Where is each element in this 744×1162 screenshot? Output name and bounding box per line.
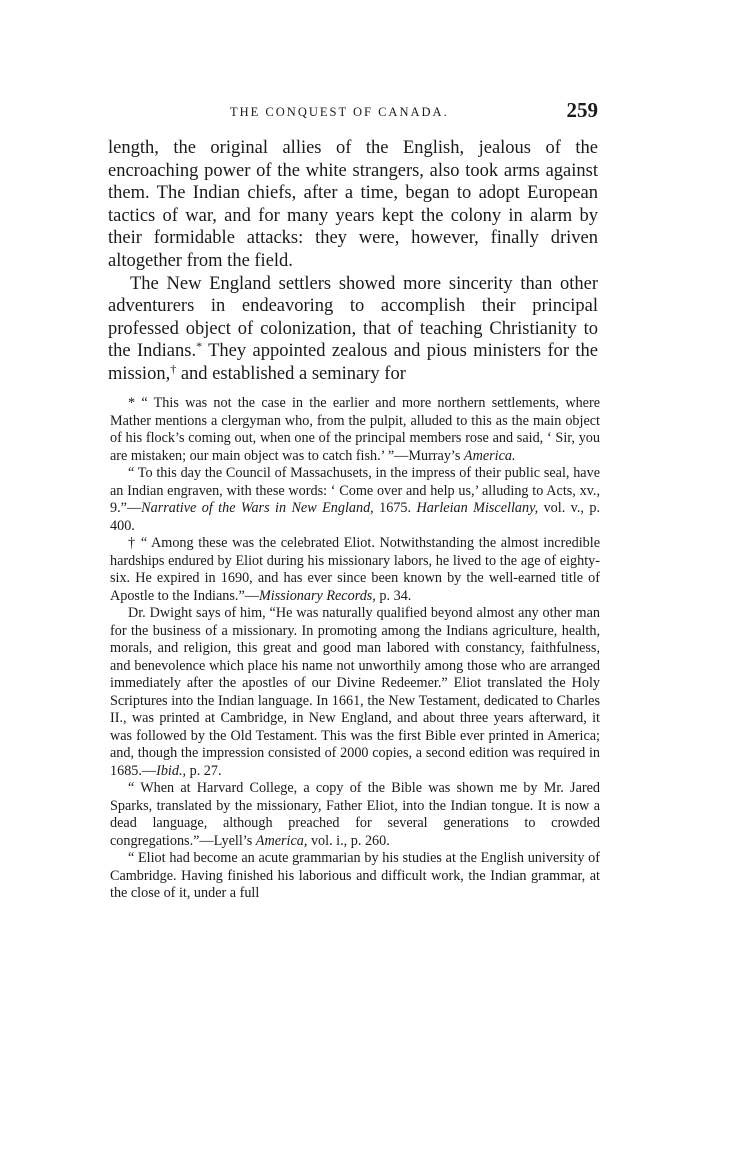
footnote-marker-dagger: †	[170, 361, 177, 376]
body-paragraph-2	[108, 273, 598, 386]
footnote-5	[110, 780, 600, 850]
footnote-2-text-c: vol. v., p. 400.	[110, 500, 600, 534]
footnote-1	[110, 395, 600, 465]
body-paragraph-2-text-b: They appointed zealous and pious ministers for the mission,	[108, 341, 599, 384]
body-paragraph-2-text-a: The New England settlers showed more sincerity than other adventurers in endeavoring to accomplish their principal professed object of colonization, that of teaching Christianity to the Indians.	[108, 273, 598, 362]
footnote-3-text-b: p. 34.	[375, 587, 412, 604]
footnote-6: “ Eliot had become an acute grammarian by his studies at the English university of Cambridge. Having finished his laborious and difficult work, the Indian grammar, at the close of it, under a full	[110, 850, 600, 901]
footnote-4-text-a: Dr. Dwight says of him, “He was naturally qualified beyond almost any other man for the business of a missionary. In promoting among the Indians agriculture, health, morals, and religion, this great and good man labored with constancy, faithfulness, and benevolence which place his name not unworthily among those who are arranged immediately after the apostles of our Divine Redeemer.” Eliot translated the Holy Scriptures into the Indian language. In 1661, the New Testament, dedicated to Charles II., was printed at Cambridge, in New England, and about three years afterward, it was followed by the Old Testament. This was the first Bible ever printed in America; and, though the impression consisted of 2000 copies, a second edition was required in 1685.—	[110, 605, 600, 779]
body-paragraph-1: length, the original allies of the English, jealous of the encroaching power of the white strangers, also took arms against them. The Indian chiefs, after a time, began to adopt European tactics of war, and for many years kept the colony in alarm by their formidable attacks: they were, however, finally driven altogether from the field.	[108, 138, 598, 271]
running-header	[108, 98, 598, 128]
footnote-2-text-b: 1675.	[373, 500, 417, 516]
main-text	[108, 137, 598, 386]
footnote-5-text-a: “ When at Harvard College, a copy of the Bible was shown me by Mr. Jared Sparks, translated by the missionary, Father Eliot, into the Indian tongue. It is now a dead language, although preached for several generations to crowded congregations.”—Lyell’s	[110, 780, 600, 849]
footnote-3-citation: Missionary Records,	[258, 587, 376, 604]
footnotes	[110, 395, 600, 903]
page-number: 259	[566, 98, 598, 122]
footnote-4-text-b: p. 27.	[186, 762, 222, 779]
footnote-2-citation-1: Narrative of the Wars in New England,	[141, 500, 374, 516]
footnote-marker-star: *	[196, 339, 203, 354]
footnote-5-citation: America,	[255, 832, 308, 849]
footnote-2-text-a: “ To this day the Council of Massachusets, in the impress of their public seal, have an Indian engraven, with these words: ‘ Come over and help us,’ alluding to Acts, xv., 9.”—	[110, 465, 600, 516]
body-paragraph-2-text-c: and established a seminary for	[176, 363, 406, 384]
footnote-4-citation: Ibid.,	[156, 762, 187, 779]
footnote-3-text-a: † “ Among these was the celebrated Eliot. Notwithstanding the almost incredible hardships endured by Eliot during his missionary labors, he lived to the age of eighty-six. He expired in 1690, and has ever since been known by the well-earned title of Apostle to the Indians.”—	[110, 535, 600, 604]
footnote-2-citation-2: Harleian Miscellany,	[416, 500, 539, 516]
footnote-1-text: * “ This was not the case in the earlier and more northern settlements, where Mather mentions a clergyman who, from the pulpit, alluded to this as the main object of his flock’s coming out, when one of the principal members rose and said, ‘ Sir, you are mistaken; our main object was to catch fish.’ ”—Murray’s	[110, 395, 600, 464]
footnote-5-text-b: vol. i., p. 260.	[307, 832, 390, 849]
footnote-2	[110, 465, 600, 535]
running-title: THE CONQUEST OF CANADA.	[230, 105, 449, 119]
footnote-4	[110, 605, 600, 780]
footnote-1-citation: America.	[463, 447, 516, 464]
footnote-3	[110, 535, 600, 605]
